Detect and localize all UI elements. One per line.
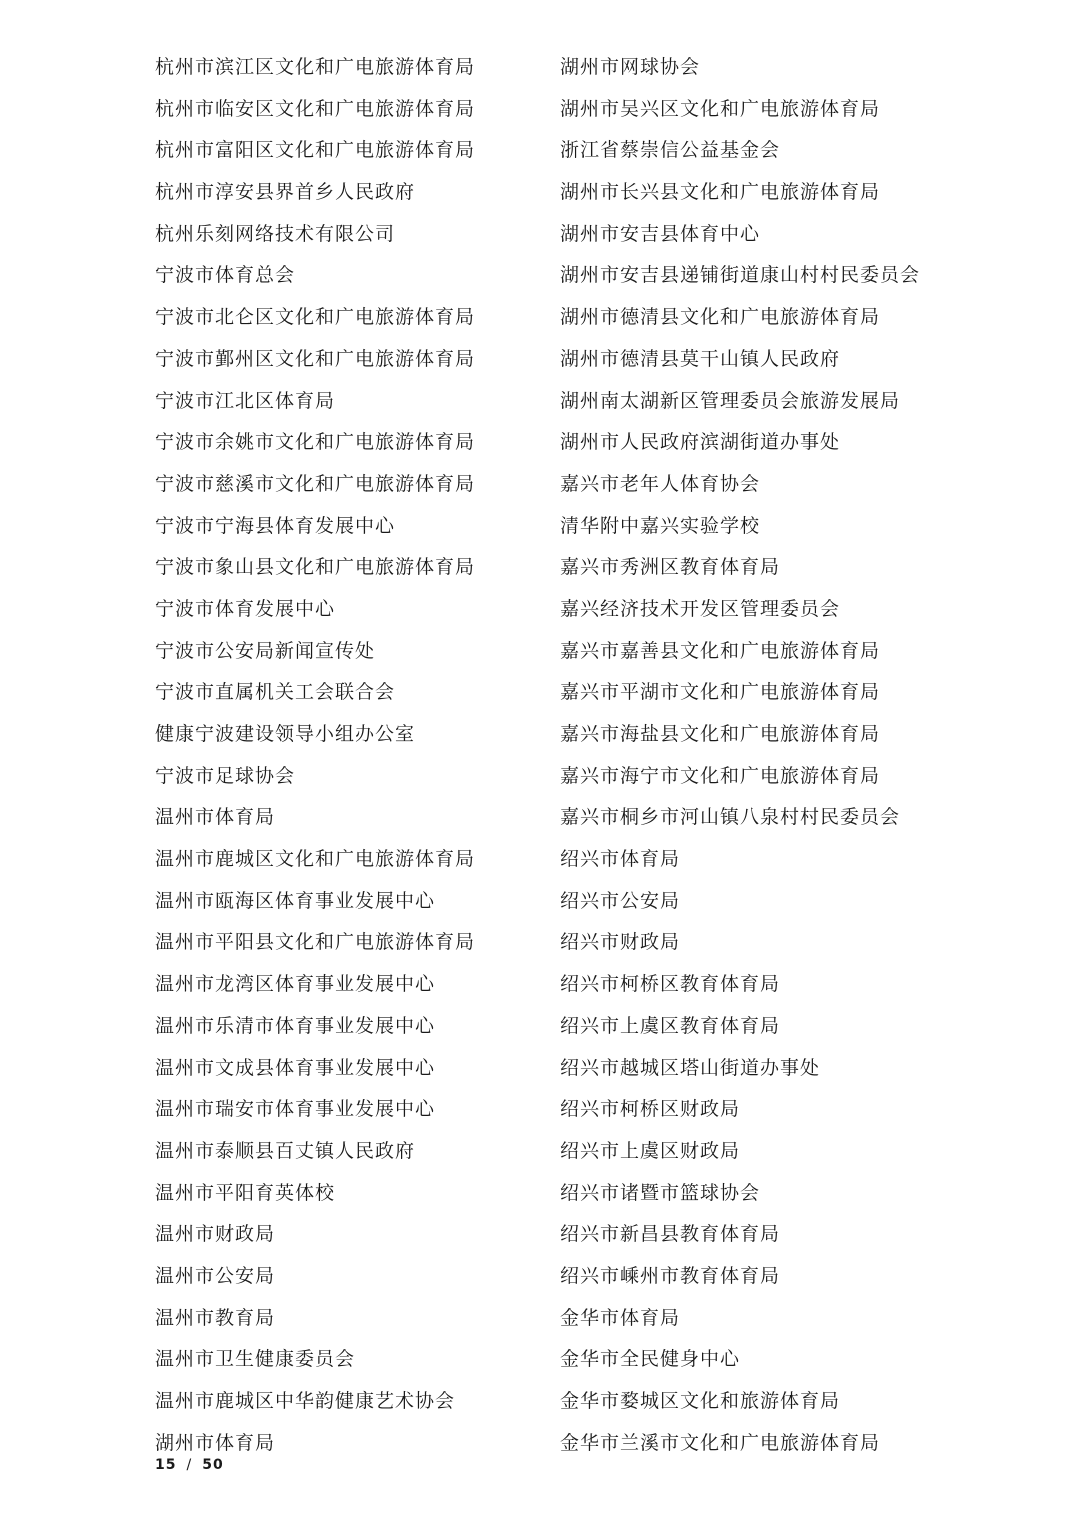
left-column-item: 宁波市象山县文化和广电旅游体育局	[155, 556, 476, 579]
left-column-item: 温州市体育局	[155, 806, 276, 829]
right-column-item: 绍兴市越城区塔山街道办事处	[560, 1056, 821, 1079]
right-column-item: 嘉兴市老年人体育协会	[560, 472, 761, 495]
right-column-item: 湖州市安吉县递铺街道康山村村民委员会	[560, 264, 921, 287]
right-column-item: 嘉兴市平湖市文化和广电旅游体育局	[560, 681, 881, 704]
left-column-item: 温州市鹿城区文化和广电旅游体育局	[155, 848, 476, 871]
right-column-item: 湖州市吴兴区文化和广电旅游体育局	[560, 97, 881, 120]
left-column-item: 宁波市公安局新闻宣传处	[155, 639, 376, 662]
right-column-item: 绍兴市财政局	[560, 931, 681, 954]
left-column-item: 湖州市体育局	[155, 1431, 276, 1454]
right-column-item: 湖州市德清县文化和广电旅游体育局	[560, 306, 881, 329]
right-column-item: 绍兴市公安局	[560, 889, 681, 912]
page-separator: /	[186, 1457, 193, 1473]
right-column-item: 金华市体育局	[560, 1306, 681, 1329]
left-column-item: 宁波市北仑区文化和广电旅游体育局	[155, 306, 476, 329]
right-column-item: 嘉兴市桐乡市河山镇八泉村村民委员会	[560, 806, 901, 829]
right-column-item: 金华市兰溪市文化和广电旅游体育局	[560, 1431, 881, 1454]
right-column-item: 绍兴市上虞区教育体育局	[560, 1014, 781, 1037]
page-number	[155, 1457, 224, 1473]
left-column-item: 温州市财政局	[155, 1223, 276, 1246]
left-column-item: 温州市文成县体育事业发展中心	[155, 1056, 436, 1079]
right-column-item: 绍兴市柯桥区教育体育局	[560, 973, 781, 996]
left-column-item: 温州市卫生健康委员会	[155, 1348, 356, 1371]
total-pages-number: 50	[202, 1457, 224, 1473]
left-column-item: 杭州市富阳区文化和广电旅游体育局	[155, 139, 476, 162]
current-page-number: 15	[155, 1457, 177, 1473]
right-column-item: 湖州市安吉县体育中心	[560, 222, 761, 245]
left-column-list	[155, 47, 545, 1464]
left-column-item: 杭州市淳安县界首乡人民政府	[155, 181, 416, 204]
right-column-item: 嘉兴经济技术开发区管理委员会	[560, 597, 841, 620]
left-column-item: 温州市平阳县文化和广电旅游体育局	[155, 931, 476, 954]
left-column-item: 宁波市体育发展中心	[155, 597, 336, 620]
right-column-item: 嘉兴市秀洲区教育体育局	[560, 556, 781, 579]
left-column-item: 宁波市江北区体育局	[155, 389, 336, 412]
left-column-item: 宁波市直属机关工会联合会	[155, 681, 396, 704]
left-column-item: 温州市鹿城区中华韵健康艺术协会	[155, 1390, 456, 1412]
right-column-item: 清华附中嘉兴实验学校	[560, 514, 761, 537]
right-column-item: 湖州市长兴县文化和广电旅游体育局	[560, 181, 881, 204]
left-column-item: 温州市瑞安市体育事业发展中心	[155, 1098, 436, 1121]
left-column-item: 温州市龙湾区体育事业发展中心	[155, 973, 436, 996]
right-column-item: 湖州南太湖新区管理委员会旅游发展局	[560, 389, 901, 412]
left-column-item: 温州市教育局	[155, 1306, 276, 1329]
right-column-item: 绍兴市新昌县教育体育局	[560, 1223, 781, 1246]
left-column-item: 温州市泰顺县百丈镇人民政府	[155, 1139, 416, 1162]
right-column-item: 嘉兴市海宁市文化和广电旅游体育局	[560, 764, 881, 787]
left-column-item: 宁波市体育总会	[155, 264, 296, 287]
right-column-item: 湖州市人民政府滨湖街道办事处	[560, 431, 841, 454]
right-column-list	[560, 47, 1000, 1464]
right-column-item: 湖州市网球协会	[560, 56, 701, 78]
left-column-item: 宁波市余姚市文化和广电旅游体育局	[155, 431, 476, 454]
right-column-item: 湖州市德清县莫干山镇人民政府	[560, 347, 841, 370]
left-column-item: 温州市瓯海区体育事业发展中心	[155, 889, 436, 912]
right-column-item: 金华市婺城区文化和旅游体育局	[560, 1390, 841, 1412]
left-column-item: 宁波市鄞州区文化和广电旅游体育局	[155, 347, 476, 370]
right-column-item: 绍兴市柯桥区财政局	[560, 1098, 741, 1121]
right-column-item: 绍兴市诸暨市篮球协会	[560, 1181, 761, 1204]
right-column-item: 绍兴市体育局	[560, 848, 681, 871]
left-column-item: 杭州市临安区文化和广电旅游体育局	[155, 97, 476, 120]
right-column-item: 嘉兴市嘉善县文化和广电旅游体育局	[560, 639, 881, 662]
right-column-item: 绍兴市嵊州市教育体育局	[560, 1264, 781, 1287]
left-column-item: 杭州市滨江区文化和广电旅游体育局	[155, 56, 476, 78]
left-column-item: 宁波市足球协会	[155, 764, 296, 787]
left-column-item: 温州市平阳育英体校	[155, 1181, 336, 1204]
left-column-item: 宁波市慈溪市文化和广电旅游体育局	[155, 472, 476, 495]
right-column-item: 绍兴市上虞区财政局	[560, 1139, 741, 1162]
left-column-item: 宁波市宁海县体育发展中心	[155, 514, 396, 537]
left-column-item: 杭州乐刻网络技术有限公司	[155, 222, 396, 245]
left-column-item: 温州市公安局	[155, 1264, 276, 1287]
left-column-item: 健康宁波建设领导小组办公室	[155, 723, 416, 745]
right-column-item: 嘉兴市海盐县文化和广电旅游体育局	[560, 723, 881, 745]
left-column-item: 温州市乐清市体育事业发展中心	[155, 1014, 436, 1037]
right-column-item: 浙江省蔡崇信公益基金会	[560, 139, 781, 162]
right-column-item: 金华市全民健身中心	[560, 1348, 741, 1371]
